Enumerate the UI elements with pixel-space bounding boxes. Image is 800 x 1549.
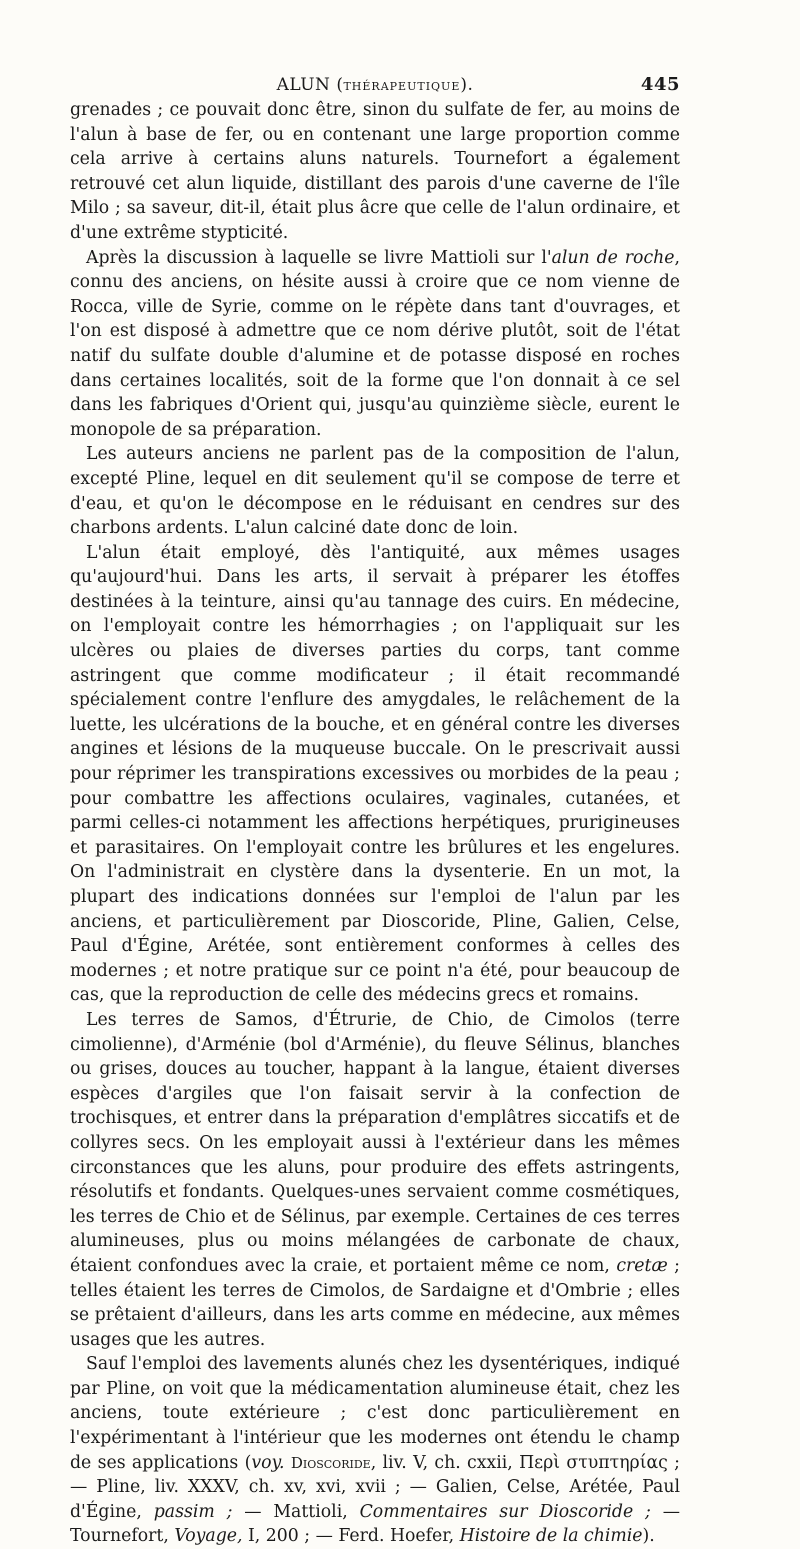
text-run: I, 200 ; — Ferd. Hoefer,	[242, 1526, 460, 1547]
paragraph	[70, 246, 680, 443]
running-head-subtitle: THÉRAPEUTIQUE	[343, 80, 461, 93]
italic-run: alun de roche	[551, 247, 675, 268]
italic-run: Histoire de la chimie	[459, 1526, 643, 1547]
paragraph	[70, 1352, 680, 1549]
text-run: — Mattioli,	[232, 1501, 360, 1522]
italic-run: cretæ	[616, 1255, 668, 1276]
text-run: Les terres de Samos, d'Étrurie, de Chio, de Cimolos (terre cimolienne), d'Arménie (bol d'Arménie), du fleuve Sélinus, blanches ou grises, douces au toucher, happant à la langue, étaient diverses espèces d'argiles que l'on faisait servir à la confection de trochisques, et entrer dans la préparation d'emplâtres siccatifs et de collyres secs. On les employait aussi à l'extérieur dans les mêmes circonstances que les aluns, pour produire des effets astringents, résolutifs et fondants. Quelques-unes servaient comme cosmétiques, les terres de Chio et de Sélinus, par exemple. Certaines de ces terres alumineuses, plus ou moins mélangées de carbonate de chaux, étaient confondues avec la craie, et portaient même ce nom,	[70, 1009, 680, 1276]
page-number: 445	[640, 74, 680, 95]
paragraph	[70, 541, 680, 1008]
text-run: grenades ; ce pouvait donc être, sinon du sulfate de fer, au moins de l'alun à base de fer, ou en contenant une large proportion comme cela arrive à certains aluns naturels. Tournefort a également retrouvé cet alun liquide, distillant des parois d'une caverne de l'île Milo ; sa saveur, dit-il, était plus âcre que celle de l'alun ordinaire, et d'une extrême stypticité.	[70, 100, 680, 243]
italic-run: Commentaires sur Dioscoride ;	[359, 1501, 651, 1522]
text-run: , liv. V, ch. cxxii, Περὶ στυπτηρίας ; — Pline, liv. XXXV, ch. xv, xvi, xvii ; — Galien, Celse, Arétée, Paul d'Égine,	[70, 1452, 680, 1522]
paragraph	[70, 1008, 680, 1352]
body-text	[70, 98, 680, 1549]
paragraph	[70, 98, 680, 246]
running-head: ALUN (THÉRAPEUTIQUE). 445	[70, 72, 680, 98]
text-run: ).	[642, 1526, 655, 1547]
text-run: Les auteurs anciens ne parlent pas de la composition de l'alun, excepté Pline, lequel en dit seulement qu'il se compose de terre et d'eau, et qu'on le décompose en le réduisant en cendres sur des charbons ardents. L'alun calciné date donc de loin.	[70, 444, 680, 539]
italic-run: Voyage,	[174, 1526, 243, 1547]
text-run: Dioscoride	[290, 1453, 371, 1472]
text-run: Sauf l'emploi des lavements alunés chez les dysentériques, indiqué par Pline, on voit que la médicamentation alumineuse était, chez les anciens, toute extérieure ; c'est donc particulièrement en l'expérimentant à l'intérieur que les modernes ont étendu le champ de ses applications (	[70, 1354, 680, 1473]
text-run: — Tournefort,	[70, 1501, 680, 1547]
paragraph	[70, 442, 680, 540]
text-run: , connu des anciens, on hésite aussi à croire que ce nom vienne de Rocca, ville de Syrie, comme on le répète dans tant d'ouvrages, et l'on est disposé à admettre que ce nom dérive plutôt, soit de l'état natif du sulfate double d'alumine et de potasse disposé en roches dans certaines localités, soit de la forme que l'on donnait à ce sel dans les fabriques d'Orient qui, jusqu'au quinzième siècle, eurent le monopole de sa préparation.	[70, 247, 680, 440]
text-run: Après la discussion à laquelle se livre Mattioli sur l'	[86, 247, 552, 268]
text-run: ; telles étaient les terres de Cimolos, de Sardaigne et d'Ombrie ; elles se prêtaient d'ailleurs, dans les arts comme en médecine, aux mêmes usages que les autres.	[70, 1255, 680, 1350]
italic-run: voy.	[251, 1452, 285, 1473]
text-run: L'alun était employé, dès l'antiquité, aux mêmes usages qu'aujourd'hui. Dans les arts, il servait à préparer les étoffes destinées à la teinture, ainsi qu'au tannage des cuirs. En médecine, on l'employait contre les hémorrhagies ; on l'appliquait sur les ulcères ou plaies de diverses parties du corps, tant comme astringent que comme modificateur ; il était recommandé spécialement contre l'enflure des amygdales, le relâchement de la luette, les ulcérations de la bouche, et en général contre les diverses angines et lésions de la muqueuse buccale. On le prescrivait aussi pour réprimer les transpirations excessives ou morbides de la peau ; pour combattre les affections oculaires, vaginales, cutanées, et parmi celles-ci notamment les affections herpétiques, prurigineuses et parasitaires. On l'employait contre les brûlures et les engelures. On l'administrait en clystère dans la dysenterie. En un mot, la plupart des indications données sur l'emploi de l'alun par les anciens, et particulièrement par Dioscoride, Pline, Galien, Celse, Paul d'Égine, Arétée, sont entièrement conformes à celles des modernes ; et notre pratique sur ce point n'a été, pour beaucoup de cas, que la reproduction de celle des médecins grecs et romains.	[70, 542, 680, 1006]
running-head-title: ALUN	[276, 75, 331, 95]
italic-run: passim ;	[153, 1501, 233, 1522]
